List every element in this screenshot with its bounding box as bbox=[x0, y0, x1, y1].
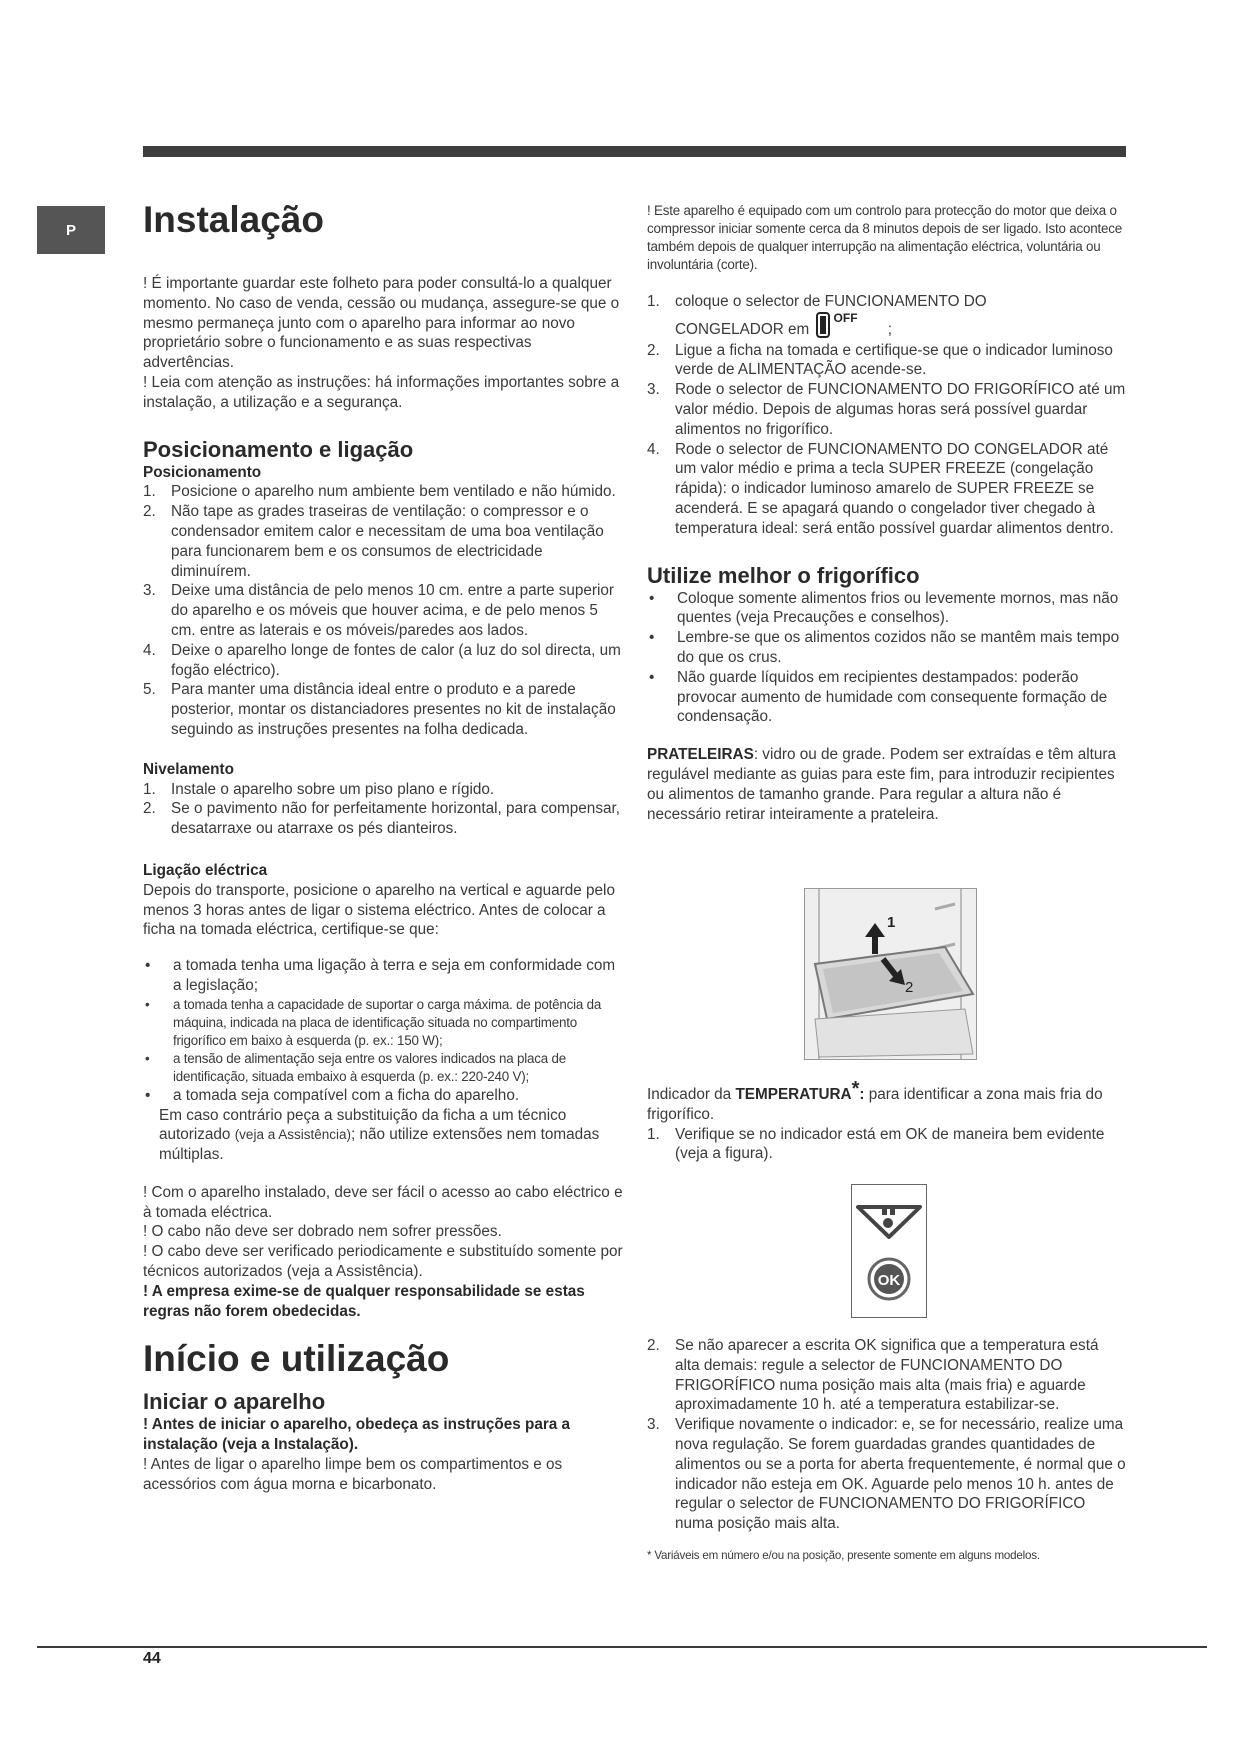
list-item: 2. Se o pavimento não for perfeitamente horizontal, para compensar, desatarraxe ou atarraxe os pés dianteiros. bbox=[143, 800, 620, 838]
electrical-after: Em caso contrário peça a substituição da ficha a um técnico autorizado (veja a Assistência); não utilize extensões nem tomadas múltiplas. bbox=[159, 1106, 600, 1164]
figure-label-1: 1 bbox=[887, 914, 896, 931]
warning-3: ! O cabo deve ser verificado periodicamente e substituído somente por técnicos autorizados (veja a Assistência). bbox=[143, 1243, 623, 1281]
start-steps bbox=[647, 292, 1127, 539]
warning-2: ! O cabo não deve ser dobrado nem sofrer pressões. bbox=[143, 1223, 502, 1241]
start-warning: ! Antes de iniciar o aparelho, obedeça as instruções para a instalação (veja a Instalação). bbox=[143, 1416, 571, 1454]
positioning-list bbox=[143, 482, 625, 739]
start-text: ! Antes de ligar o aparelho limpe bem os compartimentos e os acessórios com água morna e bicarbonato. bbox=[143, 1456, 563, 1493]
subheading-leveling: Nivelamento bbox=[143, 760, 234, 778]
list-item: 3. Verifique novamente o indicador: e, se for necessário, realize uma nova regulação. Se forem guardadas grandes quantidades de alimentos ou se a porta for aberta frequentemente, é normal que o indicador não esteja em OK. Aguarde pelo menos 10 h. antes de regular o selector de FUNCIONAMENTO DO FRIGORÍFICO numa posição mais alta. bbox=[647, 1416, 1126, 1533]
list-item: 2. Se não aparecer a escrita OK significa que a temperatura está alta demais: regule a selector de FUNCIONAMENTO DO FRIGORÍFICO numa posição mais alta (mais fria) e aguarde aproximadamente 10 h. até a temperatura estabilizar-se. bbox=[647, 1337, 1099, 1414]
intro-paragraph-2: ! Leia com atenção as instruções: há informações importantes sobre a instalação, a utilização e a segurança. bbox=[143, 373, 620, 411]
heading-start-appliance: Iniciar o aparelho bbox=[143, 1389, 326, 1415]
footnote: * Variáveis em número e/ou na posição, presente somente em alguns modelos. bbox=[647, 1548, 1040, 1562]
figure-label-2: 2 bbox=[905, 979, 914, 996]
list-item: 4. Deixe o aparelho longe de fontes de calor (a luz do sol directa, um fogão eléctrico). bbox=[143, 641, 621, 679]
list-item: 3. Rode o selector de FUNCIONAMENTO DO FRIGORÍFICO até um valor médio. Depois de algumas horas será possível guardar alimentos no frigorífico. bbox=[647, 381, 1126, 438]
leveling-list bbox=[143, 780, 625, 839]
right-column bbox=[647, 202, 1127, 824]
off-label: OFF bbox=[833, 310, 858, 325]
list-item: • Lembre-se que os alimentos cozidos não se mantêm mais tempo do que os crus. bbox=[649, 629, 1120, 666]
list-item: 3. Deixe uma distância de pelo menos 10 cm. entre a parte superior do aparelho e os móveis que houver acima, e de pelo menos 5 cm. entre as laterais e os móveis/paredes aos lados. bbox=[143, 582, 614, 639]
temperature-intro: Indicador da TEMPERATURA*: para identificar a zona mais fria do frigorífico. bbox=[647, 1078, 1103, 1123]
list-item: 4. Rode o selector de FUNCIONAMENTO DO CONGELADOR até um valor médio e prima a tecla SUPER FREEZE (congelação rápida): o indicador luminoso amarelo de SUPER FREEZE se acenderá. E se apagará quando o congelador tiver chegado à temperatura ideal: será então possível guardar alimentos dentro. bbox=[647, 440, 1114, 537]
temperature-indicator-illustration bbox=[851, 1184, 927, 1318]
temperature-list-2 bbox=[647, 1336, 1127, 1534]
subheading-positioning: Posicionamento bbox=[143, 463, 262, 481]
compressor-note: ! Este aparelho é equipado com um controlo para protecção do motor que deixa o compressor iniciar somente cerca da 8 minutos depois de ser ligado. Isto acontece também depois de qualquer interrupção na alimentação eléctrica, voluntária ou involuntária (corte). bbox=[647, 203, 1123, 272]
shelves-paragraph: PRATELEIRAS: vidro ou de grade. Podem ser extraídas e têm altura regulável mediante as guias para este fim, para introduzir recipientes ou alimentos de tamanho grande. Para regular a altura não é necessário retirar inteiramente a prateleira. bbox=[647, 746, 1117, 823]
warning-4: ! A empresa exime-se de qualquer responsabilidade se estas regras não forem obedecidas. bbox=[143, 1282, 585, 1320]
language-tab bbox=[37, 206, 105, 254]
list-item: • a tensão de alimentação seja entre os valores indicados na placa de identificação, situada embaixo à esquerda (p. ex.: 220-240 V); bbox=[145, 1050, 567, 1084]
list-item: • a tomada seja compatível com a ficha do aparelho. bbox=[145, 1086, 520, 1104]
section-title-installation bbox=[143, 198, 625, 244]
list-item: • Coloque somente alimentos frios ou levemente mornos, mas não quentes (veja Precauções e conselhos). bbox=[649, 589, 1119, 627]
left-column bbox=[143, 198, 625, 1495]
list-item: 2. Ligue a ficha na tomada e certifique-se que o indicador luminoso verde de ALIMENTAÇÃO acende-se. bbox=[647, 341, 1113, 379]
list-item: • a tomada tenha a capacidade de suportar o carga máxima. de potência da máquina, indicada na placa de identificação situada no compartimento frigorífico em baixo à esquerda (p. ex.: 150 W); bbox=[145, 996, 602, 1048]
electrical-list bbox=[143, 956, 625, 1105]
shelf-illustration bbox=[804, 888, 977, 1060]
language-tab-label: P bbox=[65, 221, 76, 239]
ok-label: OK bbox=[877, 1272, 901, 1289]
best-use-list bbox=[647, 589, 1127, 728]
warning-1: ! Com o aparelho instalado, deve ser fácil o acesso ao cabo eléctrico e à tomada eléctrica. bbox=[143, 1183, 623, 1221]
title-text: Início e utilização bbox=[143, 1338, 450, 1380]
list-item: 2. Não tape as grades traseiras de ventilação: o compressor e o condensador emitem calor e necessitam de uma boa ventilação para funcionarem bem e os consumos de electricidade diminuírem. bbox=[143, 503, 604, 580]
list-item: • a tomada tenha uma ligação à terra e seja em conformidade com a legislação; bbox=[145, 957, 616, 994]
list-item: 1. coloque o selector de FUNCIONAMENTO DO CONGELADOR em $^{OFF}$ ; bbox=[647, 293, 987, 338]
temperature-list-1 bbox=[647, 1125, 1127, 1165]
temperature-section-2 bbox=[647, 1336, 1127, 1563]
list-item: 1. Instale o aparelho sobre um piso plano e rígido. bbox=[143, 780, 495, 798]
footer-rule bbox=[37, 1646, 1207, 1648]
temperature-section bbox=[647, 1080, 1127, 1164]
list-item: • Não guarde líquidos em recipientes destampados: poderão provocar aumento de humidade com consequente formação de condensação. bbox=[649, 668, 1108, 726]
subheading-electrical: Ligação eléctrica bbox=[143, 861, 268, 879]
title-text: Instalação bbox=[143, 199, 324, 240]
selector-off-icon bbox=[816, 312, 830, 338]
heading-positioning-connection: Posicionamento e ligação bbox=[143, 436, 414, 462]
list-item: 5. Para manter uma distância ideal entre o produto e a parede posterior, montar os distanciadores presentes no kit de instalação seguindo as instruções presentes na folha dedicada. bbox=[143, 681, 616, 738]
intro-paragraph-1: ! É importante guardar este folheto para poder consultá-lo a qualquer momento. No caso de venda, cessão ou mudança, assegure-se que o mesmo permaneça junto com o aparelho para informar ao novo proprietário sobre o funcionamento e as suas respectivas advertências. bbox=[143, 275, 620, 372]
list-item: 1. Verifique se no indicador está em OK de maneira bem evidente (veja a figura). bbox=[647, 1125, 1105, 1163]
electrical-intro: Depois do transporte, posicione o aparelho na vertical e aguarde pelo menos 3 horas antes de ligar o sistema eléctrico. Antes de colocar a ficha na tomada eléctrica, certifique-se que: bbox=[143, 881, 615, 939]
page-number: 44 bbox=[143, 1650, 161, 1667]
section-title-start-use bbox=[143, 1337, 625, 1383]
header-rule bbox=[143, 146, 1126, 157]
heading-best-use: Utilize melhor o frigorífico bbox=[647, 562, 920, 588]
list-item: 1. Posicione o aparelho num ambiente bem ventilado e não húmido. bbox=[143, 483, 616, 501]
